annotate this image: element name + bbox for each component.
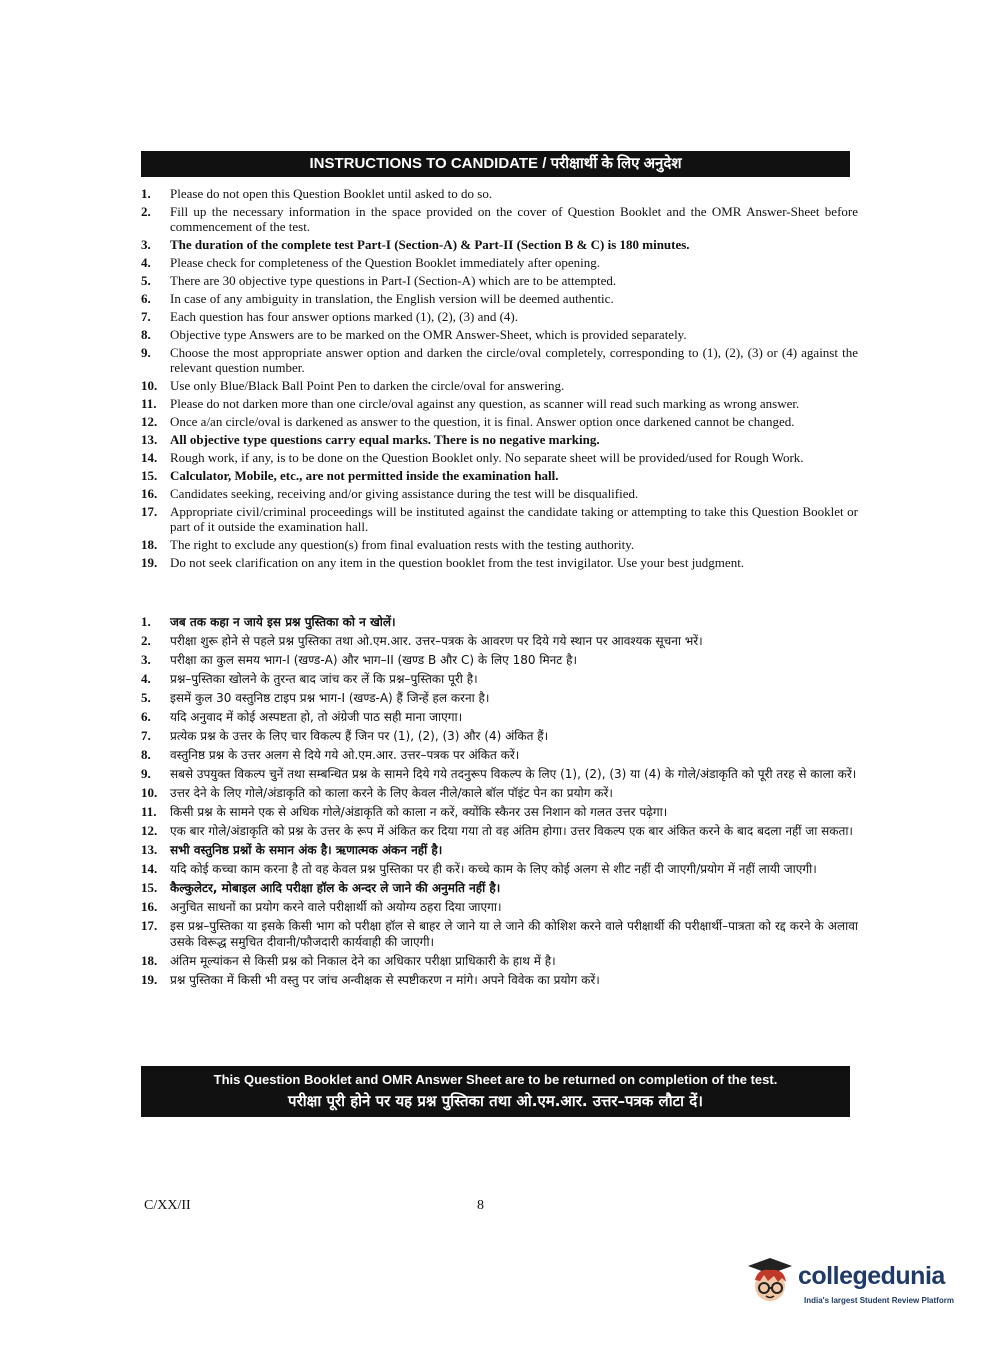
hindi-instructions-list — [141, 614, 858, 991]
instruction-number: 1. — [141, 186, 151, 201]
instruction-item — [141, 709, 858, 725]
instruction-text: The right to exclude any question(s) from final evaluation rests with the testing authority. — [170, 537, 635, 552]
instruction-number: 11. — [141, 396, 157, 411]
instruction-text: सबसे उपयुक्त विकल्प चुनें तथा सम्बन्धित प्रश्न के सामने दिये गये तदनुरूप विकल्प के लिए (1), (2), (3) या (4) के गोले/अंडाकृति को पूरी तरह से काला करें। — [170, 767, 857, 781]
instruction-number: 10. — [141, 785, 158, 800]
instruction-text: परीक्षा शुरू होने से पहले प्रश्न पुस्तिका तथा ओ.एम.आर. उत्तर–पत्रक के आवरण पर दिये गये स्थान पर आवश्यक सूचना भरें। — [170, 634, 703, 648]
instruction-text: Rough work, if any, is to be done on the Question Booklet only. No separate sheet will be provided/used for Rough Work. — [170, 450, 804, 465]
instruction-text: उत्तर देने के लिए गोले/अंडाकृति को काला करने के लिए केवल नीले/काले बॉल पॉइंट पेन का प्रयोग करें। — [170, 786, 613, 800]
instruction-number: 3. — [141, 237, 151, 252]
instruction-text: इस प्रश्न–पुस्तिका या इसके किसी भाग को परीक्षा हॉल से बाहर ले जाने या ले जाने की कोशिश करने वाले परीक्षार्थी की परीक्षार्थी–पात्रता को रद्द करने के अलावा उसके विरूद्ध समुचित दीवानी/फौजदारी कार्यवाही की जाएगी। — [170, 919, 858, 949]
instruction-item — [141, 396, 858, 411]
instruction-text: In case of any ambiguity in translation, the English version will be deemed authentic. — [170, 291, 614, 306]
instruction-text: Each question has four answer options marked (1), (2), (3) and (4). — [170, 309, 519, 324]
instruction-number: 15. — [141, 468, 158, 483]
instruction-number: 6. — [141, 709, 151, 724]
instruction-number: 16. — [141, 899, 158, 914]
instruction-text: जब तक कहा न जाये इस प्रश्न पुस्तिका को न खोलें। — [170, 615, 396, 629]
instruction-text: प्रश्न पुस्तिका में किसी भी वस्तु पर जांच अन्वीक्षक से स्पष्टीकरण न मांगे। अपने विवेक का प्रयोग करें। — [170, 973, 600, 987]
instruction-number: 15. — [141, 880, 158, 895]
instruction-number: 3. — [141, 652, 151, 667]
instruction-text: Do not seek clarification on any item in the question booklet from the test invigilator. Use your best judgment. — [170, 555, 745, 570]
instruction-item — [141, 747, 858, 763]
instruction-number: 12. — [141, 823, 158, 838]
instruction-number: 1. — [141, 614, 151, 629]
instruction-number: 6. — [141, 291, 151, 306]
instruction-number: 9. — [141, 766, 151, 781]
instruction-item — [141, 186, 858, 201]
instruction-text: Use only Blue/Black Ball Point Pen to darken the circle/oval for answering. — [170, 378, 565, 393]
instruction-text: अनुचित साधनों का प्रयोग करने वाले परीक्षार्थी को अयोग्य ठहरा दिया जाएगा। — [170, 900, 502, 914]
instruction-text: Objective type Answers are to be marked on the OMR Answer-Sheet, which is provided separately. — [170, 327, 687, 342]
instruction-item — [141, 204, 858, 234]
instruction-number: 14. — [141, 450, 158, 465]
instruction-text: यदि अनुवाद में कोई अस्पष्टता हो, तो अंग्रेजी पाठ सही माना जाएगा। — [170, 710, 463, 724]
instruction-item — [141, 880, 858, 896]
instruction-number: 16. — [141, 486, 158, 501]
instruction-item — [141, 918, 858, 950]
instruction-item — [141, 486, 858, 501]
instruction-item — [141, 614, 858, 630]
instruction-text: प्रत्येक प्रश्न के उत्तर के लिए चार विकल्प हैं जिन पर (1), (2), (3) और (4) अंकित हैं। — [170, 729, 549, 743]
instruction-number: 14. — [141, 861, 158, 876]
instruction-number: 9. — [141, 345, 151, 360]
mascot-icon — [742, 1256, 794, 1308]
instruction-number: 2. — [141, 633, 151, 648]
instruction-item — [141, 861, 858, 877]
instruction-text: The duration of the complete test Part-I (Section-A) & Part-II (Section B & C) is 180 minutes. — [170, 237, 690, 252]
instruction-item — [141, 804, 858, 820]
english-instructions-list — [141, 186, 858, 573]
instruction-text: Appropriate civil/criminal proceedings will be instituted against the candidate taking or attempting to take this Question Booklet or part of it outside the examination hall. — [170, 504, 858, 534]
instruction-item — [141, 785, 858, 801]
booklet-code: C/XX/II — [144, 1198, 191, 1213]
logo-tagline: India's largest Student Review Platform — [804, 1296, 954, 1305]
instruction-number: 13. — [141, 432, 158, 447]
instruction-number: 11. — [141, 804, 157, 819]
instruction-text: किसी प्रश्न के सामने एक से अधिक गोले/अंडाकृति को काला न करें, क्योंकि स्कैनर उस निशान को गलत उत्तर पढ़ेगा। — [170, 805, 668, 819]
instruction-item — [141, 345, 858, 375]
instruction-item — [141, 291, 858, 306]
instruction-item — [141, 432, 858, 447]
instruction-text: प्रश्न–पुस्तिका खोलने के तुरन्त बाद जांच कर लें कि प्रश्न–पुस्तिका पूरी है। — [170, 672, 478, 686]
instruction-item — [141, 766, 858, 782]
instruction-text: वस्तुनिष्ठ प्रश्न के उत्तर अलग से दिये गये ओ.एम.आर. उत्तर–पत्रक पर अंकित करें। — [170, 748, 520, 762]
instruction-text: इसमें कुल 30 वस्तुनिष्ठ टाइप प्रश्न भाग-I (खण्ड-A) हैं जिन्हें हल करना है। — [170, 691, 490, 705]
instruction-text: यदि कोई कच्चा काम करना है तो वह केवल प्रश्न पुस्तिका पर ही करें। कच्चे काम के लिए कोई अलग से शीट नहीं दी जाएगी/प्रयोग में नहीं लायी जाएगी। — [170, 862, 817, 876]
page-number: 8 — [477, 1198, 484, 1213]
instruction-text: Please check for completeness of the Question Booklet immediately after opening. — [170, 255, 600, 270]
instruction-item — [141, 633, 858, 649]
instruction-item — [141, 823, 858, 839]
instruction-number: 5. — [141, 273, 151, 288]
collegedunia-logo — [742, 1252, 972, 1312]
instruction-number: 8. — [141, 327, 151, 342]
instruction-item — [141, 378, 858, 393]
instruction-text: Please do not darken more than one circle/oval against any question, as scanner will read such marking as wrong answer. — [170, 396, 800, 411]
instruction-number: 17. — [141, 918, 158, 933]
instruction-number: 8. — [141, 747, 151, 762]
return-notice-banner — [141, 1066, 850, 1117]
instruction-text: Choose the most appropriate answer option and darken the circle/oval completely, corresponding to (1), (2), (3) or (4) against the relevant question number. — [170, 345, 858, 375]
instruction-item — [141, 953, 858, 969]
instruction-item — [141, 450, 858, 465]
instruction-text: एक बार गोले/अंडाकृति को प्रश्न के उत्तर के रूप में अंकित कर दिया गया तो वह अंतिम होगा। उत्तर विकल्प एक बार अंकित करने के बाद बदला नहीं जा सकता। — [170, 824, 853, 838]
instruction-number: 18. — [141, 953, 158, 968]
instruction-text: Calculator, Mobile, etc., are not permitted inside the examination hall. — [170, 468, 559, 483]
instruction-text: Once a/an circle/oval is darkened as answer to the question, it is final. Answer option once darkened cannot be changed. — [170, 414, 795, 429]
instruction-text: There are 30 objective type questions in Part-I (Section-A) which are to be attempted. — [170, 273, 617, 288]
instruction-item — [141, 273, 858, 288]
instruction-item — [141, 555, 858, 570]
instruction-number: 18. — [141, 537, 158, 552]
logo-brand-text: collegedunia — [798, 1262, 945, 1290]
return-notice-english: This Question Booklet and OMR Answer Sheet are to be returned on completion of the test. — [213, 1072, 778, 1087]
instruction-number: 5. — [141, 690, 151, 705]
instruction-item — [141, 414, 858, 429]
instruction-number: 4. — [141, 671, 151, 686]
instruction-number: 4. — [141, 255, 151, 270]
instruction-item — [141, 255, 858, 270]
instruction-number: 13. — [141, 842, 158, 857]
instruction-text: Please do not open this Question Booklet until asked to do so. — [170, 186, 493, 201]
instruction-text: Fill up the necessary information in the space provided on the cover of Question Booklet and the OMR Answer-Sheet before commencement of the test. — [170, 204, 858, 234]
instruction-number: 17. — [141, 504, 158, 519]
instruction-text: सभी वस्तुनिष्ठ प्रश्नों के समान अंक है। ऋणात्मक अंकन नहीं है। — [170, 843, 443, 857]
instruction-item — [141, 537, 858, 552]
instruction-text: कैल्कुलेटर, मोबाइल आदि परीक्षा हॉल के अन्दर ले जाने की अनुमति नहीं है। — [170, 881, 501, 895]
instruction-item — [141, 972, 858, 988]
instruction-item — [141, 309, 858, 324]
instruction-text: परीक्षा का कुल समय भाग-I (खण्ड-A) और भाग–II (खण्ड B और C) के लिए 180 मिनट है। — [170, 653, 578, 667]
return-notice-hindi: परीक्षा पूरी होने पर यह प्रश्न पुस्तिका तथा ओ.एम.आर. उत्तर–पत्रक लौटा दें। — [288, 1092, 703, 1110]
instruction-number: 19. — [141, 972, 158, 987]
instruction-item — [141, 899, 858, 915]
instruction-text: All objective type questions carry equal marks. There is no negative marking. — [170, 432, 600, 447]
instruction-item — [141, 671, 858, 687]
instruction-item — [141, 728, 858, 744]
instruction-number: 7. — [141, 309, 151, 324]
instruction-number: 7. — [141, 728, 151, 743]
instructions-header: INSTRUCTIONS TO CANDIDATE / परीक्षार्थी के लिए अनुदेश — [141, 151, 850, 177]
instruction-item — [141, 237, 858, 252]
instruction-text: Candidates seeking, receiving and/or giving assistance during the test will be disqualified. — [170, 486, 639, 501]
instruction-number: 12. — [141, 414, 158, 429]
instruction-text: अंतिम मूल्यांकन से किसी प्रश्न को निकाल देने का अधिकार परीक्षा प्राधिकारी के हाथ में है। — [170, 954, 556, 968]
instruction-item — [141, 468, 858, 483]
instruction-number: 2. — [141, 204, 151, 219]
instruction-number: 10. — [141, 378, 158, 393]
instruction-item — [141, 842, 858, 858]
instruction-item — [141, 690, 858, 706]
instruction-item — [141, 327, 858, 342]
instruction-number: 19. — [141, 555, 158, 570]
instruction-item — [141, 504, 858, 534]
instruction-item — [141, 652, 858, 668]
